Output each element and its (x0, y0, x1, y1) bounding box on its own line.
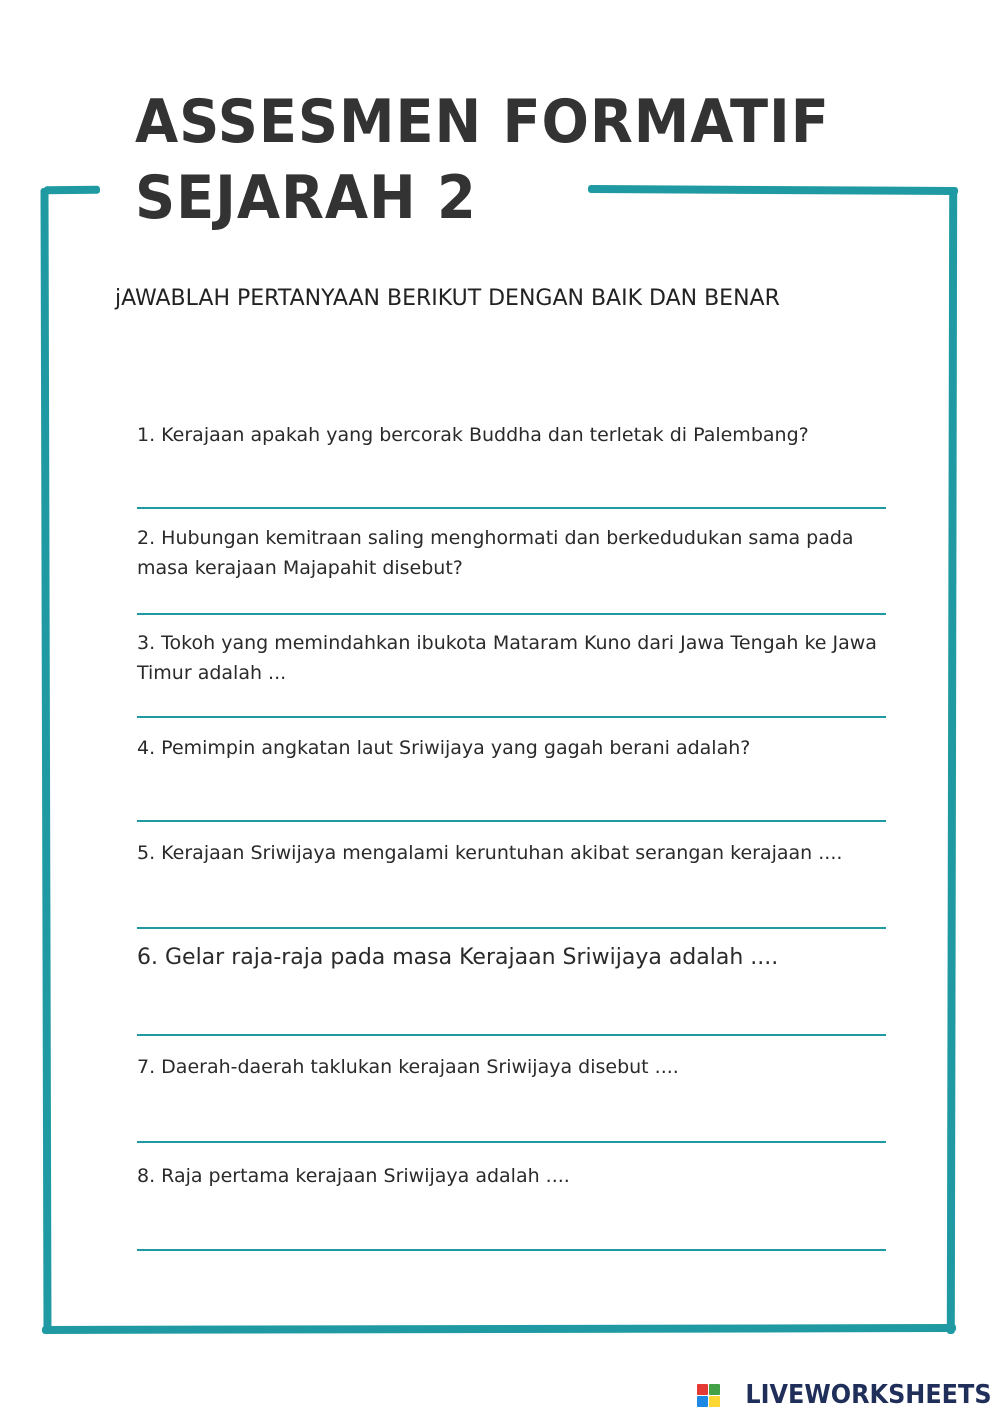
question-8: 8. Raja pertama kerajaan Sriwijaya adalah .... (137, 1165, 570, 1187)
answer-line-3[interactable] (137, 716, 886, 718)
liveworksheets-wordmark: LIVEWORKSHEETS (745, 1380, 992, 1410)
frame-left-stroke (40, 188, 51, 1334)
question-2: 2. Hubungan kemitraan saling menghormati dan berkedudukan sama pada masa kerajaan Majapahit disebut? (137, 527, 854, 579)
frame-bottom-stroke (42, 1324, 956, 1334)
page-title-line-2: SEJARAH 2 (135, 163, 477, 233)
logo-square-red (697, 1384, 708, 1395)
answer-line-1[interactable] (137, 507, 886, 509)
liveworksheets-logo-icon (697, 1384, 720, 1407)
frame-top-left-stroke (44, 186, 100, 195)
question-3: 3. Tokoh yang memindahkan ibukota Mataram Kuno dari Jawa Tengah ke Jawa Timur adalah ... (137, 632, 877, 684)
answer-line-5[interactable] (137, 927, 886, 929)
page-title-line-1: ASSESMEN FORMATIF (135, 87, 830, 157)
logo-square-green (709, 1384, 720, 1395)
logo-square-yellow (709, 1396, 720, 1407)
question-4: 4. Pemimpin angkatan laut Sriwijaya yang gagah berani adalah? (137, 737, 751, 759)
question-7: 7. Daerah-daerah taklukan kerajaan Sriwijaya disebut .... (137, 1056, 679, 1078)
liveworksheets-watermark (697, 1380, 992, 1410)
answer-line-7[interactable] (137, 1141, 886, 1143)
question-5: 5. Kerajaan Sriwijaya mengalami keruntuhan akibat serangan kerajaan .... (137, 842, 843, 864)
answer-line-2[interactable] (137, 613, 886, 615)
page-title (135, 84, 830, 236)
answer-line-4[interactable] (137, 820, 886, 822)
frame-right-stroke (947, 188, 957, 1334)
logo-square-blue (697, 1396, 708, 1407)
question-1: 1. Kerajaan apakah yang bercorak Buddha dan terletak di Palembang? (137, 424, 809, 446)
answer-line-8[interactable] (137, 1249, 886, 1251)
question-6: 6. Gelar raja-raja pada masa Kerajaan Sriwijaya adalah .... (137, 945, 779, 970)
instruction-text: jAWABLAH PERTANYAAN BERIKUT DENGAN BAIK DAN BENAR (115, 286, 780, 311)
answer-line-6[interactable] (137, 1034, 886, 1036)
